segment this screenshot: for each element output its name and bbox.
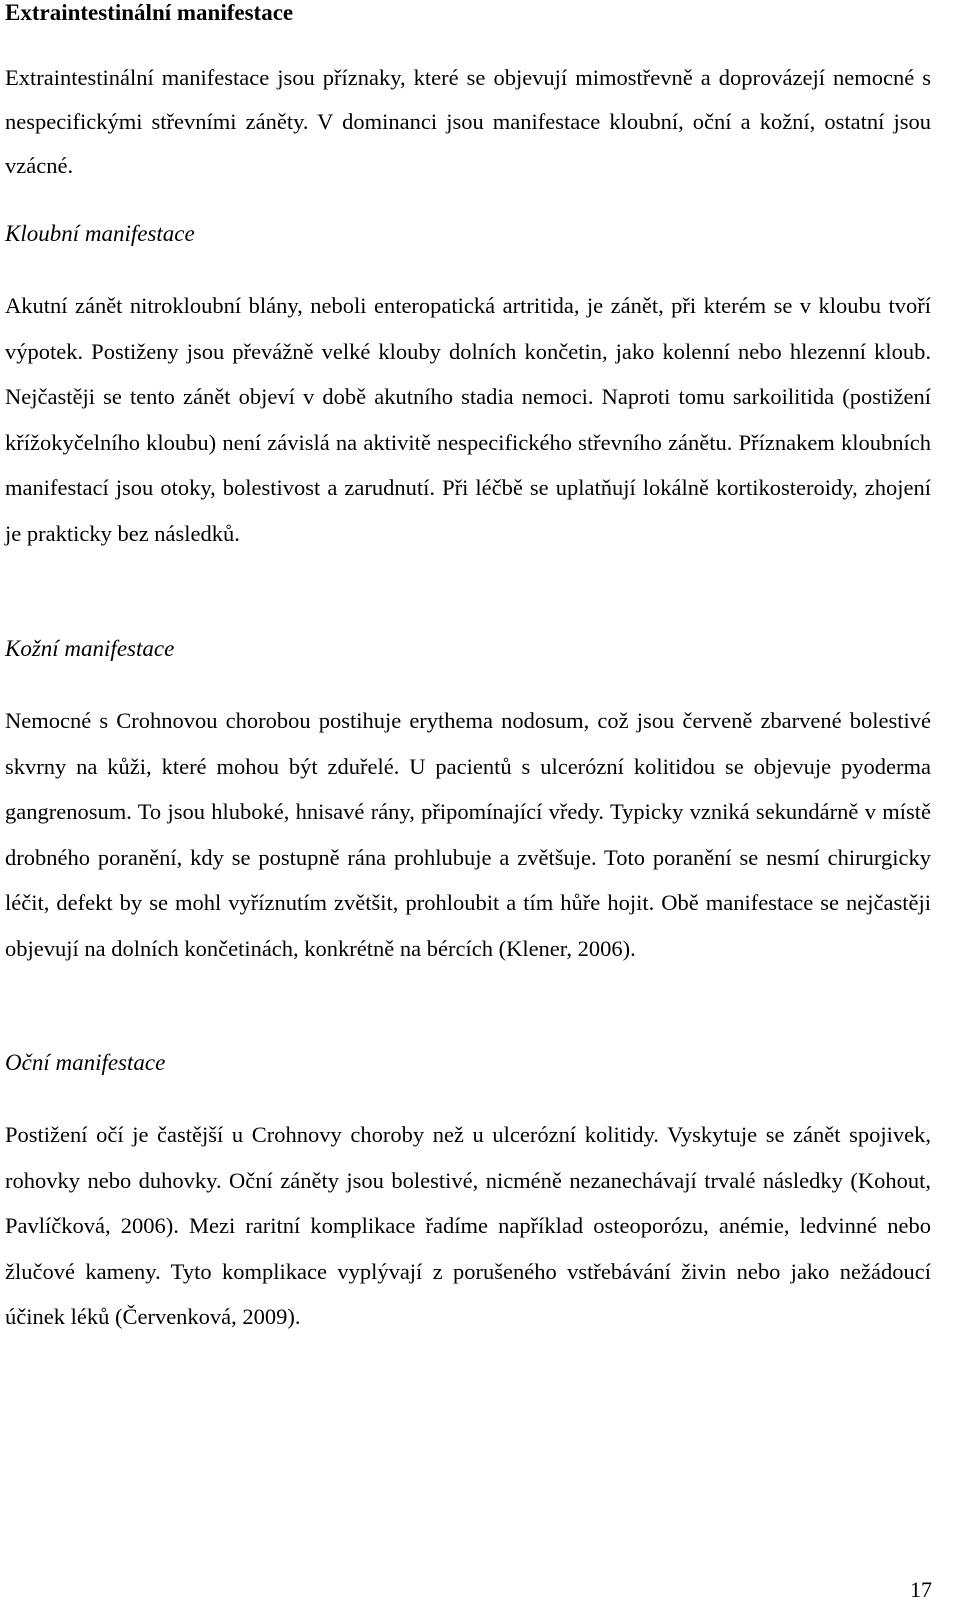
section-paragraph-skin: Nemocné s Crohnovou chorobou postihuje erythema nodosum, což jsou červeně zbarvené bolestivé skvrny na kůži, které mohou být zduřelé. U pacientů s ulcerózní kolitidou se objevuje pyoderma gangrenosum. To jsou hluboké, hnisavé rány, připomínající vředy. Typicky vzniká sekundárně v místě drobného poranění, kdy se postupně rána prohlubuje a zvětšuje. Toto poranění se nesmí chirurgicky léčit, defekt by se mohl vyříznutím zvětšit, prohloubit a tím hůře hojit. Obě manifestace se nejčastěji objevují na dolních končetinách, konkrétně na bércích (Klener, 2006). [5, 708, 931, 961]
section-paragraph-joint: Akutní zánět nitrokloubní blány, neboli enteropatická artritida, je zánět, při kterém se v kloubu tvoří výpotek. Postiženy jsou převážně velké klouby dolních končetin, jako kolenní nebo hlezenní kloub. Nejčastěji se tento zánět objeví v době akutního stadia nemoci. Naproti tomu sarkoilitida (postižení křížokyčelního kloubu) není závislá na aktivitě nespecifického střevního zánětu. Příznakem kloubních manifestací jsou otoky, bolestivost a zarudnutí. Při léčbě se uplatňují lokálně kortikosteroidy, zhojení je prakticky bez následků. [5, 293, 931, 546]
section-heading-skin: Kožní manifestace [5, 636, 175, 661]
section-heading-joint: Kloubní manifestace [5, 221, 195, 246]
page-number: 17 [910, 1577, 932, 1602]
main-heading: Extraintestinální manifestace [5, 0, 294, 25]
section-paragraph-eye: Postižení očí je častější u Crohnovy choroby než u ulcerózní kolitidy. Vyskytuje se zánět spojivek, rohovky nebo duhovky. Oční záněty jsou bolestivé, nicméně nezanechávají trvalé následky (Kohout, Pavlíčková, 2006). Mezi raritní komplikace řadíme například osteoporózu, anémie, ledvinné nebo žlučové kameny. Tyto komplikace vyplývají z porušeného vstřebávání živin nebo jako nežádoucí účinek léků (Červenková, 2009). [5, 1122, 931, 1329]
section-heading-eye: Oční manifestace [5, 1050, 166, 1075]
intro-paragraph: Extraintestinální manifestace jsou příznaky, které se objevují mimostřevně a doprovázejí nemocné s nespecifickými střevními záněty. V dominanci jsou manifestace kloubní, oční a kožní, ostatní jsou vzácné. [5, 65, 931, 178]
